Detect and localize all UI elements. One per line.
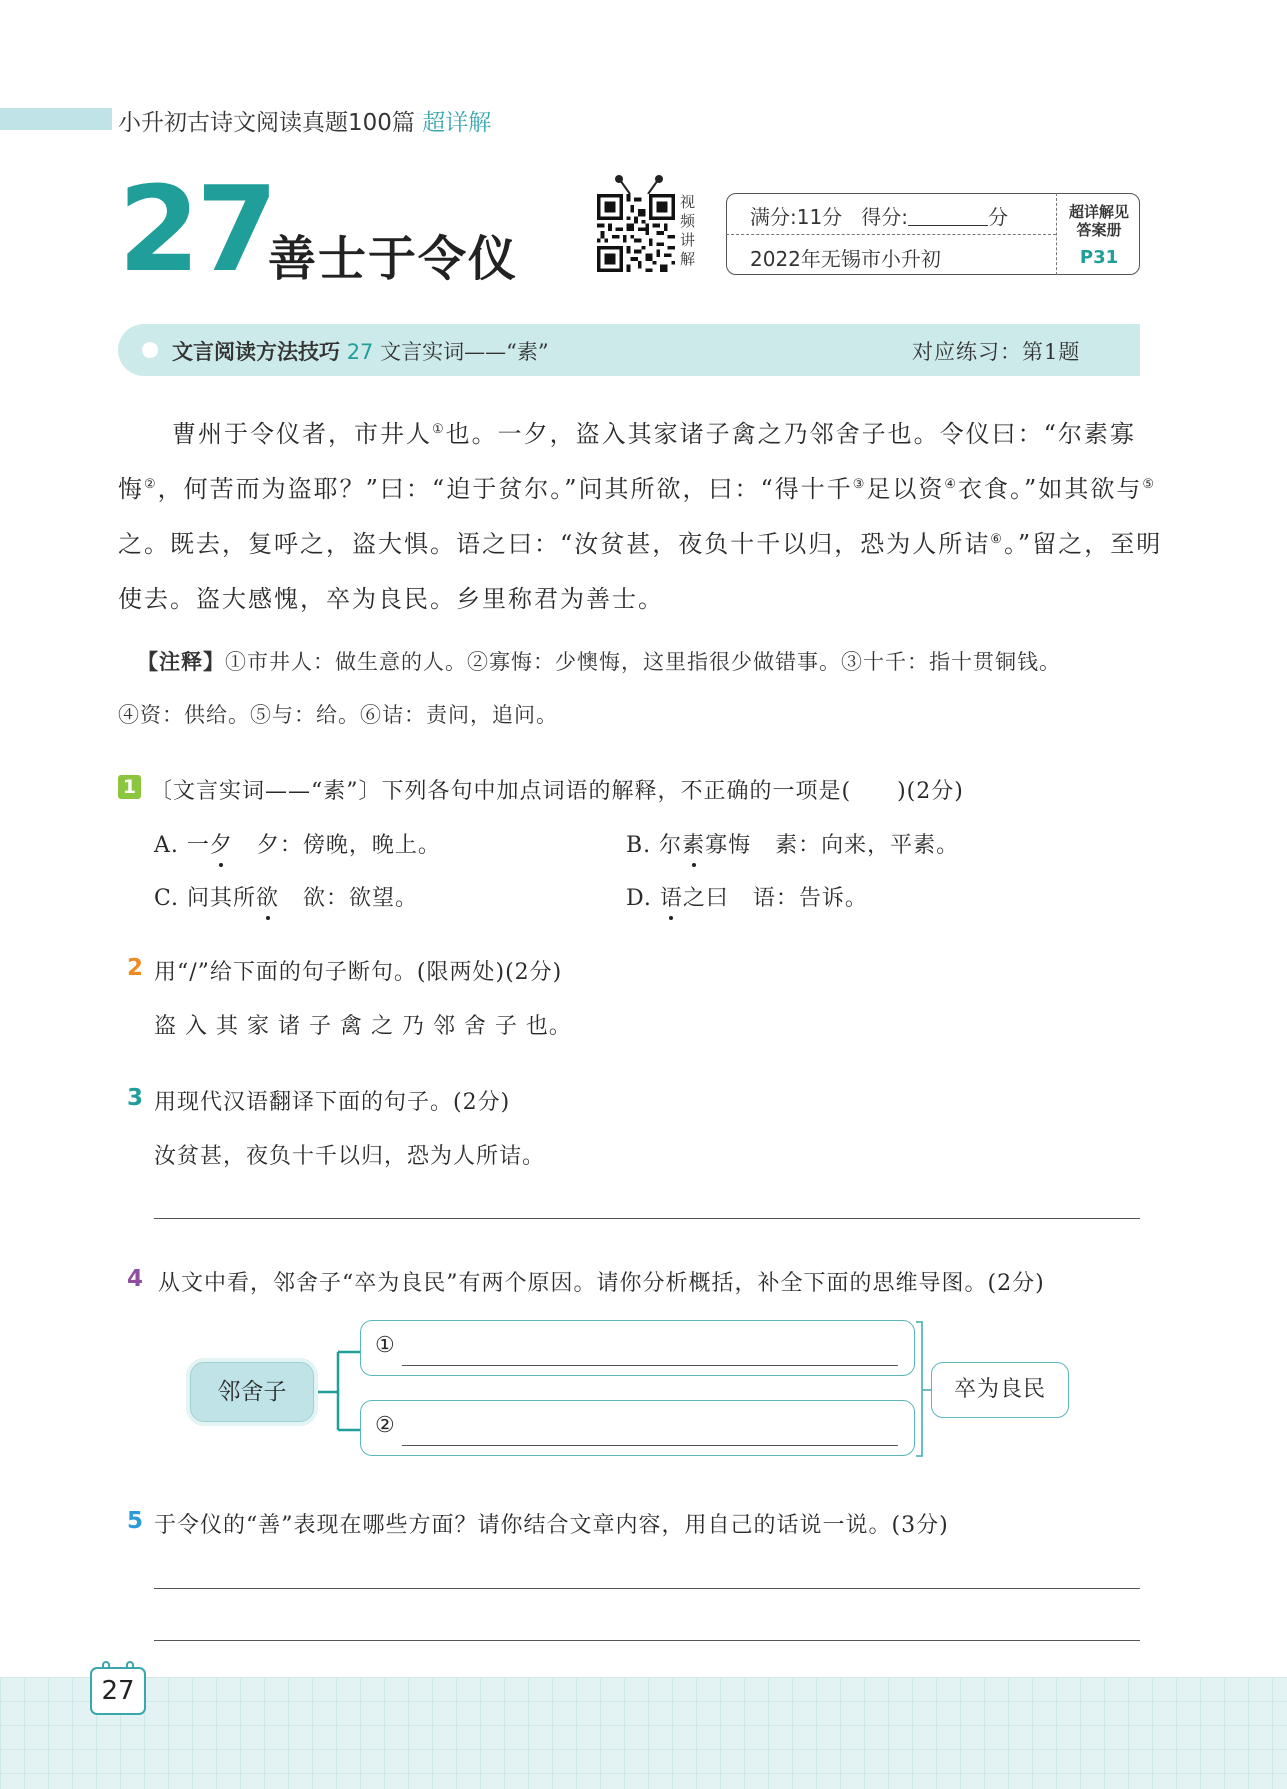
passage-text: 悔 — [118, 475, 144, 503]
book-title — [118, 104, 491, 137]
answer-ref-line-1: 超详解见 — [1068, 203, 1129, 221]
dotted-word: 语 — [660, 881, 683, 912]
banner-bullet-icon — [142, 342, 158, 358]
passage-line — [118, 414, 1140, 449]
notes-line: ④资：供给。⑤与：给。⑥诘：责问，追问。 — [118, 703, 558, 727]
question-4-number: 4 — [127, 1266, 144, 1292]
mindmap-answer-box-2[interactable] — [360, 1400, 915, 1456]
footnote-mark: ④ — [944, 477, 959, 492]
passage-line — [118, 469, 1156, 504]
score-line — [750, 201, 1008, 230]
mindmap-result: 卒为良民 — [931, 1362, 1069, 1418]
mindmap-slot-2-label: ② — [375, 1413, 395, 1438]
method-title — [172, 336, 549, 366]
method-practice: 对应练习：第1题 — [912, 340, 1081, 364]
header-accent-bar — [0, 108, 112, 130]
got-score-unit: 分 — [988, 205, 1009, 229]
book-tag: 超详解 — [422, 110, 492, 136]
option-c[interactable] — [154, 881, 418, 912]
qr-label-char: 讲 — [680, 231, 696, 249]
method-label: 文言阅读方法技巧 — [172, 340, 340, 364]
passage-text: 之。既去，复呼之，盗大惧。语之曰：“汝贫甚，夜负十千以归，恐为人所诘 — [118, 530, 991, 558]
qr-label-char: 视 — [680, 193, 696, 211]
got-score-label: 得分: — [861, 205, 909, 229]
question-2-text: 用“/”给下面的句子断句。(限两处)(2分) — [154, 960, 563, 985]
mindmap-root: 邻舍子 — [190, 1362, 314, 1422]
mindmap-answer-box-1[interactable] — [360, 1320, 915, 1376]
passage-text: 曹州于令仪者，市井人 — [172, 420, 432, 448]
option-b[interactable] — [626, 828, 959, 859]
lesson-title: 善士于令仪 — [268, 231, 519, 287]
passage-line — [118, 524, 1163, 559]
page-number: 27 — [90, 1667, 146, 1715]
lesson-number: 27 — [118, 160, 275, 298]
option-a[interactable] — [154, 828, 441, 859]
qr-code-icon[interactable] — [597, 194, 675, 272]
mindmap-answer-line[interactable] — [402, 1445, 898, 1446]
notes-label: 【注释】 — [137, 650, 225, 674]
question-4-text: 从文中看，邻舍子“卒为良民”有两个原因。请你分析概括，补全下面的思维导图。(2分) — [158, 1271, 1045, 1296]
option-text: D. — [626, 886, 660, 911]
option-text: 寡悔 — [705, 833, 752, 858]
answer-page: P31 — [1079, 247, 1119, 268]
question-5-number: 5 — [127, 1508, 144, 1534]
option-explanation: 夕：傍晚，晚上。 — [256, 833, 441, 858]
footnote-mark: ② — [144, 477, 158, 492]
answer-line[interactable] — [154, 1218, 1140, 1219]
option-text: C. 问其所 — [154, 886, 257, 911]
dotted-word: 夕 — [210, 828, 233, 859]
got-score-blank[interactable] — [908, 207, 988, 226]
option-explanation: 语：告诉。 — [752, 886, 868, 911]
answer-line[interactable] — [154, 1640, 1140, 1641]
dotted-word: 素 — [682, 828, 705, 859]
option-text: A. 一 — [154, 833, 210, 858]
mindmap-slot-1-label: ① — [375, 1333, 395, 1358]
method-topic: 文言实词——“素” — [380, 340, 549, 364]
footnote-mark: ③ — [852, 477, 867, 492]
question-1-text: 〔文言实词——“素”〕下列各句中加点词语的解释，不正确的一项是( )(2分) — [150, 779, 964, 804]
full-score: 满分:11分 — [750, 205, 843, 229]
option-text: 之曰 — [682, 886, 729, 911]
passage-text: 。”留之，至明 — [1003, 530, 1163, 558]
book-title-text: 小升初古诗文阅读真题100篇 — [118, 110, 415, 136]
question-1-number: 1 — [118, 775, 141, 799]
notes-text: ①市井人：做生意的人。②寡悔：少懊悔，这里指很少做错事。③十千：指十贯铜钱。 — [225, 650, 1061, 674]
qr-antenna-icon — [608, 174, 670, 196]
option-d[interactable] — [626, 881, 868, 912]
score-divider-horizontal — [726, 234, 1056, 235]
method-number: 27 — [346, 340, 374, 364]
question-2-sentence: 盗 入 其 家 诸 子 禽 之 乃 邻 舍 子 也。 — [154, 1014, 572, 1039]
exam-source: 2022年无锡市小升初 — [750, 247, 941, 271]
mindmap-answer-line[interactable] — [402, 1365, 898, 1366]
question-2-number: 2 — [127, 955, 144, 981]
question-5-text: 于令仪的“善”表现在哪些方面？请你结合文章内容，用自己的话说一说。(3分) — [154, 1513, 949, 1538]
question-3-number: 3 — [127, 1085, 144, 1111]
option-text: B. 尔 — [626, 833, 683, 858]
qr-label — [680, 193, 702, 269]
question-3-text: 用现代汉语翻译下面的句子。(2分) — [154, 1090, 511, 1115]
answer-line[interactable] — [154, 1588, 1140, 1589]
qr-label-char: 解 — [680, 250, 696, 268]
option-explanation: 素：向来，平素。 — [775, 833, 960, 858]
dotted-word: 欲 — [256, 881, 279, 912]
footnote-mark: ① — [432, 422, 446, 437]
answer-reference — [1060, 203, 1138, 239]
answer-ref-line-2: 答案册 — [1076, 221, 1122, 239]
passage-text: 衣食。”如其欲与 — [958, 475, 1143, 503]
notes-line — [137, 646, 1061, 676]
option-explanation: 欲：欲望。 — [303, 886, 419, 911]
question-3-sentence: 汝贫甚，夜负十千以归，恐为人所诘。 — [154, 1144, 546, 1169]
passage-text: 也。一夕，盗入其家诸子禽之乃邻舍子也。令仪曰：“尔素寡 — [445, 420, 1136, 448]
footer-grid — [0, 1677, 1287, 1789]
footnote-mark: ⑥ — [990, 532, 1004, 547]
passage-line: 使去。盗大感愧，卒为良民。乡里称君为善士。 — [118, 585, 664, 613]
footnote-mark: ⑤ — [1142, 477, 1156, 492]
score-divider-vertical — [1056, 193, 1057, 275]
passage-text: ，何苦而为盗耶？”曰：“迫于贫尔。”问其所欲，曰：“得十千 — [157, 475, 853, 503]
passage-text: 足以资 — [866, 475, 945, 503]
qr-label-char: 频 — [680, 212, 696, 230]
